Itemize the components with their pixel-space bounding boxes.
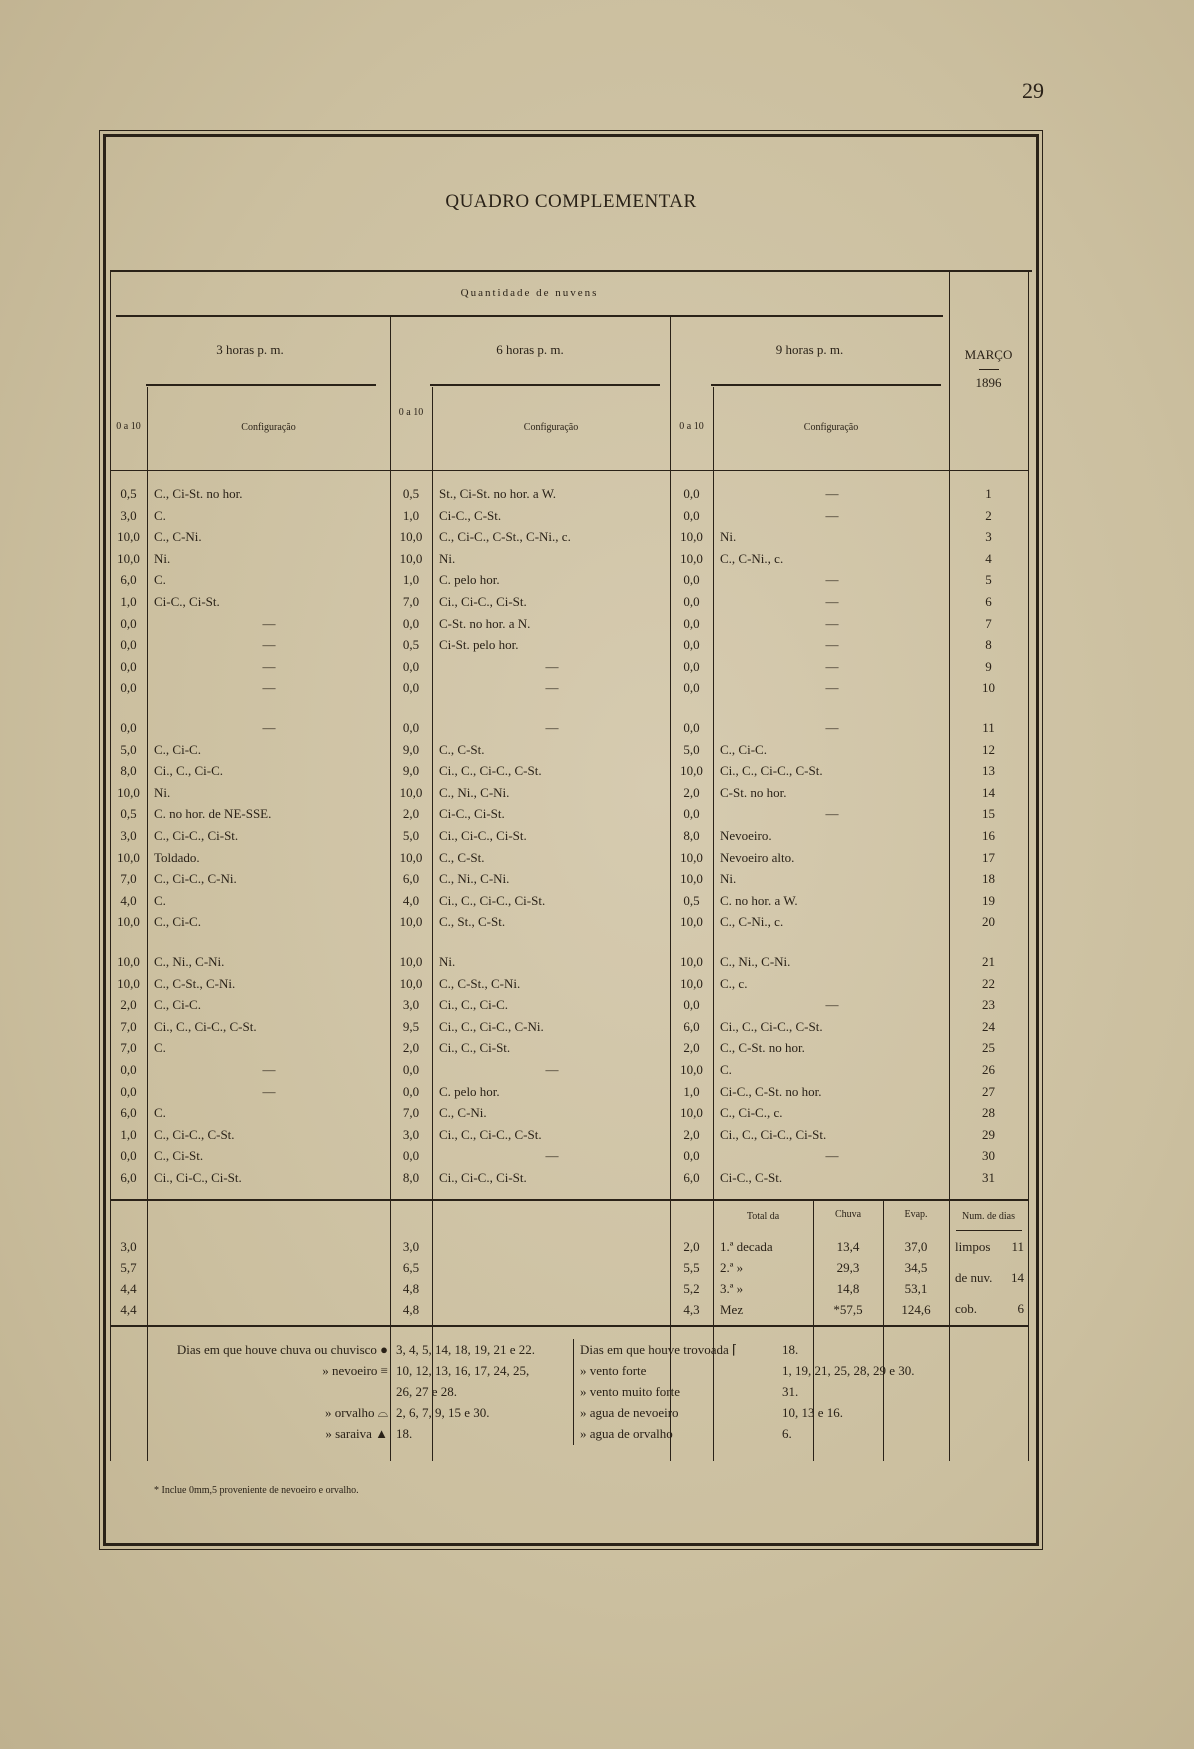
amount-cell: 0,5 <box>683 892 700 908</box>
amount-cell: 7,0 <box>120 1018 137 1034</box>
config-cell: Ci., C., Ci-C., C-Ni. <box>439 1018 544 1034</box>
summary-period-label: Mez <box>720 1302 744 1317</box>
summary-amount: 4,4 <box>120 1281 137 1296</box>
config-cell: C., C-Ni., c. <box>720 914 784 930</box>
config-cell: C., Ci-C., C-St., C-Ni., c. <box>439 529 571 545</box>
summary-amount: 2,0 <box>683 1239 700 1254</box>
summary-days-label: de nuv. <box>955 1270 993 1285</box>
amount-cell: 10,0 <box>399 954 423 969</box>
note-left-value: 2, 6, 7, 9, 15 e 30. <box>396 1405 490 1420</box>
amount-cell: 0,0 <box>402 1148 420 1164</box>
amount-cell: 4,0 <box>402 892 420 908</box>
config-cell: — <box>262 658 276 674</box>
amount-cell: 0,0 <box>683 486 700 501</box>
amount-cell: 10,0 <box>399 914 423 930</box>
config-header: Configuração <box>523 422 579 433</box>
amount-cell: 10,0 <box>117 914 140 930</box>
day-cell: 21 <box>982 954 995 969</box>
amount-cell: 0,0 <box>683 997 700 1013</box>
config-cell: Ni. <box>154 784 171 800</box>
month-label: MARÇO <box>964 347 1013 362</box>
config-cell: C., C-St., C-Ni. <box>154 975 236 991</box>
config-cell: Ci., C., Ci-C., Ci-St. <box>439 892 546 908</box>
amount-cell: 10,0 <box>399 550 423 566</box>
day-cell: 30 <box>982 1148 995 1164</box>
note-right-value: 18. <box>782 1342 799 1357</box>
day-cell: 6 <box>985 594 992 609</box>
config-cell: Ni. <box>439 954 456 969</box>
summary-evap: 53,1 <box>904 1281 928 1296</box>
page-number: 29 <box>1022 78 1044 103</box>
day-cell: 20 <box>982 914 995 930</box>
summary-amount: 4,4 <box>120 1302 137 1317</box>
summary-days-label: limpos <box>955 1239 991 1254</box>
config-cell: Ci., C., Ci-C., Ci-St. <box>720 1126 827 1142</box>
day-cell: 10 <box>982 680 995 696</box>
summary-total-header: Total da <box>746 1211 780 1222</box>
day-cell: 23 <box>982 997 995 1013</box>
config-cell: Ci., C., Ci-C. <box>154 763 223 779</box>
amount-cell: 0,0 <box>683 680 700 696</box>
note-left-label: Dias em que houve chuva ou chuvisco ● <box>176 1342 388 1357</box>
day-cell: 12 <box>982 741 995 757</box>
page-title: QUADRO COMPLEMENTAR <box>445 191 697 212</box>
config-cell: — <box>545 1148 559 1164</box>
config-cell: C., C-St. no hor. <box>720 1040 805 1056</box>
config-cell: — <box>825 486 839 501</box>
amount-cell: 0,0 <box>402 658 420 674</box>
config-cell: — <box>262 680 276 696</box>
summary-amount: 3,0 <box>120 1239 137 1254</box>
amount-cell: 10,0 <box>680 763 703 779</box>
amount-cell: 10,0 <box>399 784 423 800</box>
summary-amount: 6,5 <box>402 1260 420 1275</box>
amount-cell: 7,0 <box>120 871 137 887</box>
amount-cell: 10,0 <box>399 975 423 991</box>
amount-header: 0 a 10 <box>116 421 141 432</box>
day-cell: 31 <box>982 1170 995 1185</box>
table-frame <box>103 134 1039 1546</box>
day-cell: 27 <box>982 1083 995 1099</box>
config-cell: Ci., C., Ci-C., C-St. <box>439 763 542 779</box>
amount-cell: 8,0 <box>120 763 137 779</box>
summary-evap: 34,5 <box>904 1260 928 1275</box>
config-cell: — <box>825 594 839 609</box>
amount-cell: 5,0 <box>683 741 700 757</box>
amount-cell: 0,0 <box>683 507 700 523</box>
amount-cell: 1,0 <box>402 507 420 523</box>
amount-cell: 0,0 <box>683 720 700 735</box>
amount-cell: 3,0 <box>120 507 137 523</box>
amount-cell: 2,0 <box>683 1126 700 1142</box>
config-cell: Ni. <box>439 550 456 566</box>
amount-cell: 6,0 <box>120 1105 137 1121</box>
config-cell: — <box>825 658 839 674</box>
amount-cell: 6,0 <box>683 1170 700 1185</box>
config-header: Configuração <box>803 422 859 433</box>
config-cell: C., Ni., C-Ni. <box>154 954 225 969</box>
amount-cell: 10,0 <box>117 550 140 566</box>
config-cell: Ci-C., Ci-St. <box>439 806 505 822</box>
group-header: Quantidade de nuvens <box>460 287 599 299</box>
day-cell: 2 <box>985 507 992 523</box>
config-cell: C., Ni., C-Ni. <box>439 871 510 887</box>
amount-cell: 10,0 <box>117 975 140 991</box>
config-cell: C., St., C-St. <box>439 914 506 930</box>
amount-cell: 4,0 <box>120 892 137 908</box>
day-cell: 29 <box>982 1126 995 1142</box>
amount-cell: 10,0 <box>117 784 140 800</box>
config-cell: C., Ci-C., C-Ni. <box>154 871 237 887</box>
amount-cell: 0,0 <box>683 615 700 631</box>
config-cell: C., C-St. <box>439 741 485 757</box>
amount-cell: 8,0 <box>402 1170 420 1185</box>
config-cell: Nevoeiro alto. <box>720 849 795 865</box>
amount-cell: 2,0 <box>402 806 420 822</box>
amount-cell: 10,0 <box>680 1062 703 1077</box>
config-cell: C. <box>154 1040 166 1056</box>
config-cell: St., Ci-St. no hor. a W. <box>439 486 557 501</box>
config-cell: Ci., Ci-C., Ci-St. <box>439 1170 527 1185</box>
summary-rain: *57,5 <box>833 1302 863 1317</box>
amount-cell: 0,0 <box>120 1062 137 1077</box>
amount-cell: 0,0 <box>402 720 420 735</box>
day-cell: 19 <box>982 892 995 908</box>
amount-cell: 1,0 <box>683 1083 700 1099</box>
config-cell: Ci., Ci-C., Ci-St. <box>154 1170 242 1185</box>
amount-cell: 10,0 <box>117 954 140 969</box>
amount-cell: 10,0 <box>399 529 423 545</box>
day-cell: 1 <box>985 486 992 501</box>
amount-cell: 0,5 <box>120 806 137 822</box>
amount-cell: 0,0 <box>683 658 700 674</box>
day-cell: 13 <box>982 763 995 779</box>
config-cell: — <box>262 720 276 735</box>
config-cell: C., Ci-C. <box>154 997 201 1013</box>
config-cell: — <box>545 658 559 674</box>
config-cell: Ci., C., Ci-C., C-St. <box>154 1018 257 1034</box>
summary-amount: 4,8 <box>402 1281 420 1296</box>
note-left-label: » saraiva ▲ <box>325 1426 388 1441</box>
summary-amount: 4,8 <box>402 1302 420 1317</box>
summary-evap: 124,6 <box>901 1302 931 1317</box>
amount-cell: 0,0 <box>683 806 700 822</box>
amount-cell: 0,5 <box>402 486 420 501</box>
config-cell: C., Ci-St. no hor. <box>154 486 243 501</box>
day-cell: 24 <box>982 1018 995 1034</box>
amount-cell: 3,0 <box>402 1126 420 1142</box>
amount-cell: 5,0 <box>120 741 137 757</box>
config-cell: — <box>825 615 839 631</box>
config-cell: Ci., C., Ci-C., C-St. <box>720 763 823 779</box>
amount-cell: 0,0 <box>120 1148 137 1164</box>
config-cell: Ci-C., C-St. no hor. <box>720 1083 822 1099</box>
config-cell: C. <box>720 1062 732 1077</box>
config-cell: C., C-St., C-Ni. <box>439 975 521 991</box>
note-right-label: » vento forte <box>580 1363 647 1378</box>
note-right-label: » agua de orvalho <box>580 1426 673 1441</box>
amount-cell: 10,0 <box>680 529 703 545</box>
config-cell: — <box>825 637 839 653</box>
day-cell: 11 <box>982 720 995 735</box>
amount-cell: 10,0 <box>680 1105 703 1121</box>
amount-cell: 10,0 <box>117 529 140 545</box>
summary-rain-header: Chuva <box>834 1209 862 1220</box>
config-cell: Ni. <box>154 550 171 566</box>
day-cell: 17 <box>982 849 995 865</box>
config-cell: C. <box>154 507 166 523</box>
summary-rain: 29,3 <box>836 1260 860 1275</box>
amount-cell: 0,0 <box>402 1083 420 1099</box>
summary-evap: 37,0 <box>904 1239 928 1254</box>
config-cell: Toldado. <box>154 849 200 865</box>
note-left-value: 26, 27 e 28. <box>396 1384 458 1399</box>
amount-cell: 6,0 <box>683 1018 700 1034</box>
amount-cell: 0,0 <box>683 637 700 653</box>
amount-cell: 0,0 <box>402 680 420 696</box>
amount-cell: 8,0 <box>683 828 700 843</box>
config-cell: C., Ci-St. <box>154 1148 204 1164</box>
config-cell: C. no hor. a W. <box>720 892 798 908</box>
config-cell: — <box>262 1083 276 1099</box>
note-right-value: 1, 19, 21, 25, 28, 29 e 30. <box>782 1363 915 1378</box>
amount-cell: 0,0 <box>683 572 700 588</box>
config-cell: Ci-St. pelo hor. <box>439 637 519 653</box>
day-cell: 7 <box>985 615 992 631</box>
config-cell: C-St. no hor. a N. <box>439 615 531 631</box>
amount-cell: 10,0 <box>680 954 703 969</box>
config-cell: C., Ci-C. <box>720 741 767 757</box>
config-cell: — <box>545 1062 559 1077</box>
config-cell: — <box>825 720 839 735</box>
config-cell: Ni. <box>720 871 737 887</box>
day-cell: 8 <box>985 637 992 653</box>
day-cell: 4 <box>985 550 992 566</box>
note-left-value: 10, 12, 13, 16, 17, 24, 25, <box>396 1363 530 1378</box>
config-cell: — <box>545 680 559 696</box>
amount-cell: 2,0 <box>683 1040 700 1056</box>
amount-cell: 0,0 <box>120 720 137 735</box>
day-cell: 14 <box>982 784 995 800</box>
config-cell: Ci., Ci-C., Ci-St. <box>439 594 527 609</box>
config-cell: — <box>825 680 839 696</box>
amount-cell: 10,0 <box>117 849 140 865</box>
amount-cell: 0,0 <box>120 615 137 631</box>
year-label: 1896 <box>975 375 1002 390</box>
amount-cell: 1,0 <box>120 594 137 609</box>
config-cell: C., Ni., C-Ni. <box>720 954 791 969</box>
amount-cell: 6,0 <box>402 871 420 887</box>
day-cell: 15 <box>982 806 995 822</box>
amount-cell: 6,0 <box>120 572 137 588</box>
amount-cell: 6,0 <box>120 1170 137 1185</box>
note-right-value: 31. <box>782 1384 799 1399</box>
config-cell: Ci., C., Ci-C., C-St. <box>720 1018 823 1034</box>
amount-cell: 1,0 <box>402 572 420 588</box>
config-cell: — <box>262 1062 276 1077</box>
amount-cell: 9,5 <box>402 1018 420 1034</box>
summary-days-value: 6 <box>1017 1301 1024 1316</box>
config-cell: Ni. <box>720 529 737 545</box>
amount-header: 0 a 10 <box>398 407 424 418</box>
summary-rain: 14,8 <box>836 1281 860 1296</box>
config-cell: C., Ci-C., C-St. <box>154 1126 235 1142</box>
amount-cell: 2,0 <box>683 784 700 800</box>
period-header: 9 horas p. m. <box>775 342 844 357</box>
summary-days-label: cob. <box>955 1301 978 1316</box>
config-cell: C. no hor. de NE-SSE. <box>154 806 272 822</box>
amount-cell: 0,0 <box>402 1062 420 1077</box>
summary-amount: 5,5 <box>683 1260 700 1275</box>
config-cell: C. pelo hor. <box>439 572 500 588</box>
amount-cell: 0,0 <box>120 1083 137 1099</box>
note-right-value: 6. <box>782 1426 792 1441</box>
amount-cell: 0,0 <box>120 658 137 674</box>
day-cell: 3 <box>985 529 992 545</box>
amount-cell: 0,0 <box>120 637 137 653</box>
amount-cell: 9,0 <box>402 741 420 757</box>
summary-days-header: Num. de dias <box>961 1211 1016 1222</box>
amount-cell: 10,0 <box>680 550 703 566</box>
amount-cell: 3,0 <box>120 828 137 843</box>
config-cell: — <box>825 997 839 1013</box>
amount-cell: 0,5 <box>120 486 137 501</box>
amount-cell: 2,0 <box>402 1040 420 1056</box>
config-cell: C. <box>154 572 166 588</box>
note-right-label: » agua de nevoeiro <box>580 1405 679 1420</box>
amount-cell: 0,0 <box>402 615 420 631</box>
day-cell: 25 <box>982 1040 995 1056</box>
summary-amount: 4,3 <box>683 1302 700 1317</box>
amount-cell: 7,0 <box>402 594 420 609</box>
amount-cell: 3,0 <box>402 997 420 1013</box>
summary-amount: 5,2 <box>683 1281 700 1296</box>
config-cell: C., C-Ni. <box>439 1105 487 1121</box>
config-cell: Nevoeiro. <box>720 828 772 843</box>
config-cell: C., c. <box>720 975 748 991</box>
note-right-label: Dias em que houve trovoada ⌈ <box>580 1342 738 1357</box>
amount-cell: 0,0 <box>683 1148 700 1164</box>
summary-period-label: 2.ª » <box>720 1260 744 1275</box>
amount-cell: 10,0 <box>680 914 703 930</box>
day-cell: 26 <box>982 1062 995 1077</box>
config-cell: C., C-Ni., c. <box>720 550 784 566</box>
amount-cell: 10,0 <box>680 871 703 887</box>
note-right-label: » vento muito forte <box>580 1384 681 1399</box>
config-cell: — <box>825 806 839 822</box>
amount-header: 0 a 10 <box>679 421 704 432</box>
amount-cell: 10,0 <box>680 975 703 991</box>
config-cell: C., Ci-C. <box>154 914 201 930</box>
summary-days-value: 11 <box>1011 1239 1024 1254</box>
summary-period-label: 3.ª » <box>720 1281 744 1296</box>
amount-cell: 10,0 <box>399 849 423 865</box>
amount-cell: 9,0 <box>402 763 420 779</box>
summary-evap-header: Evap. <box>904 1209 928 1220</box>
amount-cell: 7,0 <box>402 1105 420 1121</box>
config-cell: — <box>825 572 839 588</box>
day-cell: 18 <box>982 871 995 887</box>
config-cell: — <box>262 615 276 631</box>
config-cell: — <box>825 1148 839 1164</box>
day-cell: 9 <box>985 658 992 674</box>
note-left-value: 3, 4, 5, 14, 18, 19, 21 e 22. <box>396 1342 536 1357</box>
amount-cell: 5,0 <box>402 828 420 843</box>
config-cell: — <box>825 507 839 523</box>
config-cell: — <box>262 637 276 653</box>
config-cell: Ci-C., C-St. <box>720 1170 783 1185</box>
config-cell: Ci., C., Ci-St. <box>439 1040 511 1056</box>
config-cell: C., C-St. <box>439 849 485 865</box>
day-cell: 5 <box>985 572 992 588</box>
amount-cell: 2,0 <box>120 997 137 1013</box>
amount-cell: 0,0 <box>120 680 137 696</box>
amount-cell: 7,0 <box>120 1040 137 1056</box>
day-cell: 22 <box>982 975 995 991</box>
config-cell: C., Ci-C., c. <box>720 1105 783 1121</box>
config-cell: C. <box>154 892 166 908</box>
config-cell: C. pelo hor. <box>439 1083 500 1099</box>
config-cell: Ci., Ci-C., Ci-St. <box>439 828 527 843</box>
amount-cell: 1,0 <box>120 1126 137 1142</box>
summary-days-value: 14 <box>1011 1270 1024 1285</box>
note-left-value: 18. <box>396 1426 413 1441</box>
summary-rain: 13,4 <box>836 1239 860 1254</box>
summary-amount: 5,7 <box>120 1260 137 1275</box>
config-cell: C., C-Ni. <box>154 529 202 545</box>
amount-cell: 0,0 <box>683 594 700 609</box>
period-header: 6 horas p. m. <box>496 342 564 357</box>
config-cell: Ci., C., Ci-C. <box>439 997 508 1013</box>
config-cell: C., Ni., C-Ni. <box>439 784 510 800</box>
config-cell: — <box>545 720 559 735</box>
note-left-label: » orvalho ⌓ <box>325 1405 388 1420</box>
footnote: * Inclue 0mm,5 proveniente de nevoeiro e orvalho. <box>154 1485 359 1496</box>
config-cell: Ci-C., C-St. <box>439 507 502 523</box>
config-cell: Ci-C., Ci-St. <box>154 594 220 609</box>
config-cell: C. <box>154 1105 166 1121</box>
config-cell: C., Ci-C. <box>154 741 201 757</box>
config-cell: C-St. no hor. <box>720 784 787 800</box>
config-cell: C., Ci-C., Ci-St. <box>154 828 239 843</box>
summary-period-label: 1.ª decada <box>720 1239 773 1254</box>
amount-cell: 0,5 <box>402 637 420 653</box>
period-header: 3 horas p. m. <box>216 342 284 357</box>
note-right-value: 10, 13 e 16. <box>782 1405 844 1420</box>
summary-amount: 3,0 <box>402 1239 420 1254</box>
config-cell: Ci., C., Ci-C., C-St. <box>439 1126 542 1142</box>
config-header: Configuração <box>241 422 296 433</box>
day-cell: 28 <box>982 1105 995 1121</box>
note-left-label: » nevoeiro ≡ <box>322 1363 388 1378</box>
amount-cell: 10,0 <box>680 849 703 865</box>
day-cell: 16 <box>982 828 995 843</box>
